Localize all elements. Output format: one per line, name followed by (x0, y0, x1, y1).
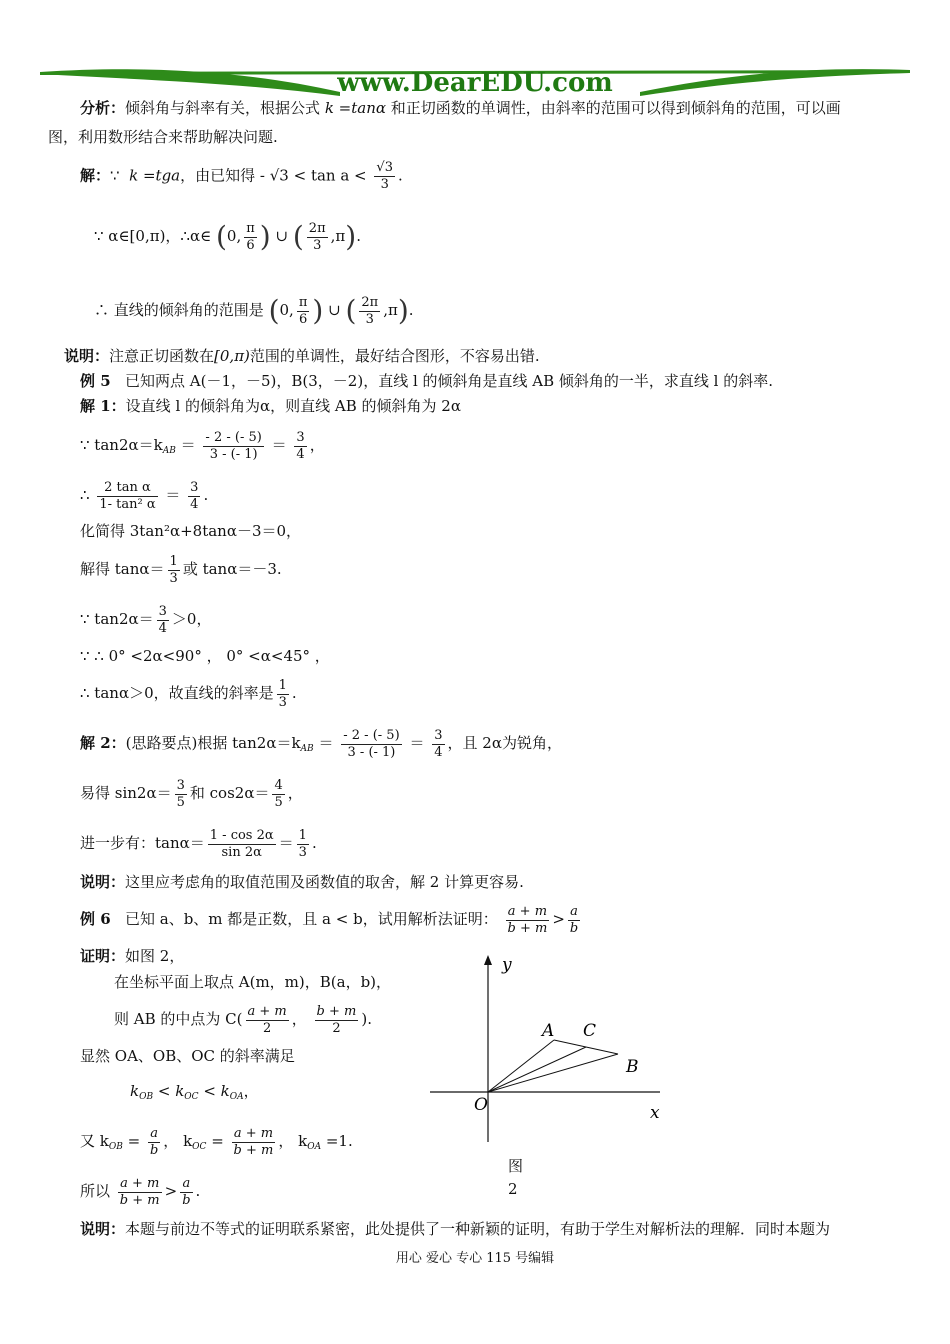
figure-caption-2: 2 (508, 1180, 518, 1198)
label-a: A (542, 1021, 555, 1041)
solution-line-3-left: ∴ 直线的倾斜角的范围是 (94, 301, 264, 319)
solution-line-2: ∵ α∈[0,π)，∴α∈ (0, $\frac{\pi}{6}$ ) ∪ ( $\frac{2\pi}{3}$ ,π). (94, 220, 361, 253)
note-1: 说明：注意正切函数在[0,π)范围的单调性，最好结合图形，不容易出错. (64, 347, 540, 365)
ex5-tan-result: 进一步有：tanα＝ $\frac{1 - \cos 2\alpha}{\sin 2\alpha}$ ＝ $\frac{1}{3}$ . (80, 827, 317, 860)
label-o: O (474, 1095, 488, 1115)
proof-slopes: 又 $k_{OB}$ = $\frac{a}{b}$ ， $k_{OC}$ = $\frac{a + m}{b + m}$ ， $k_{OA} =1$. (80, 1125, 353, 1158)
ex5-eq-1: ∵ $\tan 2\alpha=k_{AB}$ ＝ $\frac{- 2 - (- 5)}{3 - (- 1)}$ ＝ $\frac{3}{4}$ ， (80, 429, 325, 462)
proof-conclusion: 所以 $\frac{a + m}{b + m}$ > $\frac{a}{b}$ . (80, 1175, 201, 1208)
figure-caption-1: 图 (508, 1157, 524, 1175)
label-x: x (650, 1103, 660, 1123)
ex5-angle-range: ∵ ∴ 0° <2α<90° ， 0° <α<45° ， (80, 647, 330, 665)
example-6-statement: 例 6 已知 a、b、m 都是正数，且 a < b，试用解析法证明： $\frac{a + m}{b + m}$ > $\frac{a}{b}$ (80, 903, 579, 936)
page-footer: 用心 爱心 专心 115 号编辑 (395, 1251, 555, 1266)
analysis-label: 分析： (80, 99, 126, 117)
label-c: C (583, 1021, 597, 1041)
segment-ab (554, 1040, 618, 1054)
ex5-solve: 解得 tanα＝ $\frac{1}{3}$ 或 tanα＝－3. (80, 553, 282, 586)
ex5-tan2a: ∵ tan2α＝ $\frac{3}{4}$ ＞0， (80, 603, 212, 636)
proof-slope-inequality: $k_{OB} < k_{OC} < k_{OA}$， (130, 1082, 259, 1102)
fraction-pi-over-6-b: $\frac{\pi}{6}$ (298, 294, 308, 327)
solution-text: ，由已知得 (180, 166, 256, 185)
ex5-solution-2: 解 2：(思路要点)根据 $\tan 2\alpha=k_{AB}$ ＝ $\frac{- 2 - (- 5)}{3 - (- 1)}$ ＝ $\frac{3}{4}$ ，且 2α为锐角， (80, 727, 562, 760)
solution-line-1: 解：∵ k =tga，由已知得 - √3 < tan a < $\frac{√3}{3}$ . (80, 160, 403, 192)
segment-ob (488, 1054, 618, 1092)
solution-label: 解： (80, 166, 111, 185)
proof-line-2: 在坐标平面上取点 A(m，m)，B(a，b)， (114, 973, 392, 991)
logo-text: www.DearEDU.com (337, 68, 613, 98)
proof-line-4: 显然 OA、OB、OC 的斜率满足 (80, 1047, 295, 1065)
proof-line-3: 则 AB 的中点为 C( $\frac{a + m}{2}$ ， $\frac{b + m}{2}$ ). (114, 1003, 372, 1036)
ex5-eq-2: ∴ $\frac{\text{2 tan α}}{\text{1- tan² α}}$ ＝ $\frac{3}{4}$ . (80, 479, 209, 512)
example-5-solution-1-line: 解 1：设直线 l 的倾斜角为α，则直线 AB 的倾斜角为 2α (80, 397, 461, 415)
note-1-label: 说明： (64, 347, 110, 365)
fraction-sqrt3-over-3: $\frac{√3}{3}$ (376, 160, 393, 192)
analysis-text-1: 倾斜角与斜率有关，根据公式 (125, 99, 321, 117)
ex5-conclusion: ∴ tanα＞0，故直线的斜率是 $\frac{1}{3}$ . (80, 677, 297, 710)
example-6-label: 例 6 (80, 910, 111, 928)
note-2: 说明：这里应考虑角的取值范围及函数值的取舍，解 2 计算更容易. (80, 873, 524, 891)
proof-line-1: 证明：如图 2， (80, 947, 185, 965)
solution-line-2-left: ∵ α∈[0,π)，∴α∈ (94, 227, 212, 245)
figure-2-svg (428, 952, 668, 1152)
union-symbol: ∪ (275, 227, 289, 245)
analysis-line-2: 图，利用数形结合来帮助解决问题. (48, 128, 278, 146)
logo-swoosh-graphic (40, 58, 910, 100)
solution-eq: k =tga (129, 166, 181, 185)
fraction-pi-over-6: $\frac{\pi}{6}$ (246, 220, 255, 253)
label-b: B (626, 1057, 639, 1077)
solution-inequality: - √3 < tan a < (259, 166, 367, 185)
analysis-formula: k =tanα (324, 99, 386, 117)
label-y: y (502, 955, 512, 975)
y-axis-arrow (484, 955, 492, 965)
ex5-simplify: 化简得 3tan²α+8tanα－3＝0， (80, 522, 302, 540)
analysis-line-1 (80, 97, 841, 119)
fraction-2pi-over-3-b: $\frac{2\pi}{3}$ (361, 294, 379, 327)
site-header-logo (40, 58, 910, 100)
fraction-2pi-over-3: $\frac{2\pi}{3}$ (308, 220, 326, 253)
analysis-text-2: 和正切函数的单调性，由斜率的范围可以得到倾斜角的范围，可以画 (390, 99, 841, 117)
because-symbol: ∵ (110, 166, 120, 185)
note-3: 说明：本题与前边不等式的证明联系紧密，此处提供了一种新颖的证明，有助于学生对解析法的理解．同时本题为 (80, 1220, 831, 1238)
solution-line-3: ∴ 直线的倾斜角的范围是 (0, $\frac{\pi}{6}$ ) ∪ ( $\frac{2\pi}{3}$ ,π). (94, 294, 414, 327)
example-5-label: 例 5 (80, 372, 111, 390)
ex5-sin-cos: 易得 sin2α＝ $\frac{3}{5}$ 和 cos2α＝ $\frac{4}{5}$ ， (80, 777, 303, 810)
example-5-statement: 例 5 已知两点 A(－1，－5)，B(3，－2)，直线 l 的倾斜角是直线 AB 倾斜角的一半，求直线 l 的斜率. (80, 372, 774, 390)
figure-2-coordinate-diagram (428, 952, 668, 1152)
